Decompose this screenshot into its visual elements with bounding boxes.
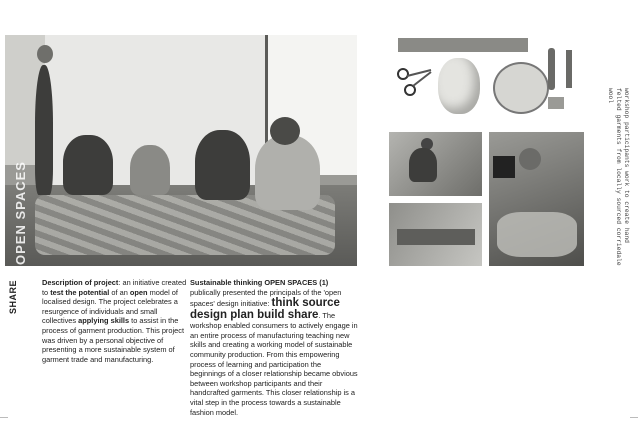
workshop-photo-2	[489, 132, 584, 266]
photo-child	[130, 145, 170, 195]
description-label: Description of project	[42, 278, 119, 287]
photo-caption: workshop participants work to create hand felted garments from locally sourced corriedale wool	[607, 88, 630, 266]
photo-person-standing	[35, 65, 53, 195]
photo-2-felt	[497, 212, 577, 257]
crop-mark	[630, 417, 638, 418]
sustainable-paragraph	[190, 278, 358, 417]
section-label: SHARE	[8, 279, 18, 314]
sustainable-text-1: publically presented the principals of the 'open spaces' design initiative:	[190, 287, 342, 309]
workshop-main-photo	[5, 35, 357, 266]
photo-overlay-title: OPEN SPACES	[13, 161, 28, 265]
description-text-2: of an	[109, 287, 130, 297]
sustainable-principles: think source design plan build share	[190, 297, 340, 322]
photo-person-beanie	[255, 135, 320, 210]
sustainable-bold-1: OPEN SPACES (1)	[264, 278, 329, 287]
workshop-photo-3	[389, 203, 482, 266]
brush-image	[548, 48, 555, 90]
description-text-4: to assist in the process of garment production. This project was driven by a personal objective of presenting a more sustainable system of garment trade and manufacturing.	[42, 316, 184, 364]
photo-3-hands	[397, 229, 475, 245]
description-bold-3: applying skills	[78, 316, 130, 326]
soap-image	[548, 97, 564, 109]
bowl-image	[493, 62, 549, 114]
sustainable-text-2: . The workshop enabled consumers to actively engage in an entire process of manufacturing teaching new skills and creating a working model of sustainable community production. From this empowering process of learning and participation the beginnings of a closer relationship became obvious between workshop participants and their handcrafted garments. This closer relationship is a vital step in the process towards a sustainable fashion model.	[190, 311, 358, 417]
photo-beanie-head	[270, 117, 300, 145]
workshop-photo-1	[389, 132, 482, 196]
description-bold-1: test the potential	[50, 287, 110, 297]
comb-image	[566, 50, 572, 88]
photo-2-crate	[493, 156, 515, 178]
photo-2-head	[519, 148, 541, 170]
sustainable-label: Sustainable thinking	[190, 278, 263, 287]
crop-mark	[0, 417, 8, 418]
description-text-3: model of localised design. The project celebrates a resurgence of individuals and small collectives	[42, 287, 178, 326]
wool-roving-image	[438, 58, 480, 114]
bamboo-mat-image	[398, 38, 528, 52]
description-bold-2: open	[129, 287, 148, 297]
photo-person-head	[37, 45, 53, 63]
photo-1-person	[409, 148, 437, 182]
photo-person-kneeling	[63, 135, 113, 195]
description-text-1: : an initiative created to	[42, 278, 187, 297]
description-paragraph	[42, 278, 187, 364]
photo-person-crouching	[195, 130, 250, 200]
scissors-image	[395, 66, 433, 96]
